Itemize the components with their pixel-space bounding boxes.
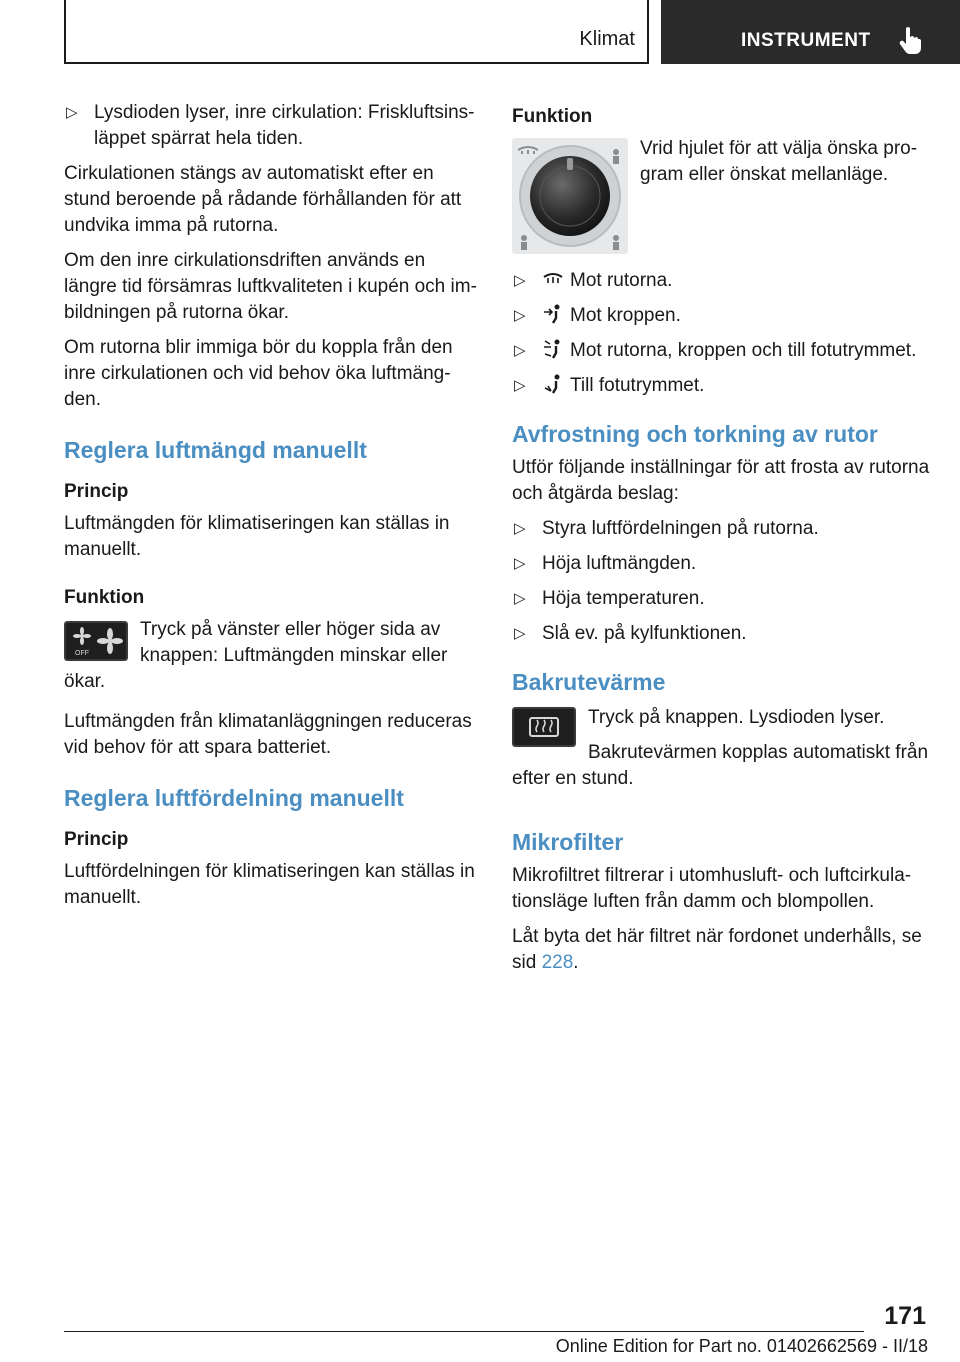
subheading-principle: Princip <box>64 829 129 850</box>
bullet-triangle-icon: ▷ <box>514 590 526 607</box>
edition-info: Online Edition for Part no. 01402662569 - II/18 <box>555 1336 928 1356</box>
header-chapter-tab <box>661 0 960 64</box>
heading-defrost: Avfrostning och torkning av rutor <box>512 421 878 447</box>
list-item: ▷ Mot rutorna. <box>512 268 932 294</box>
list-item: ▷ Lysdioden lyser, inre cirkulation: Friskluftsinsläppet spärrat hela tiden. <box>66 102 475 149</box>
airflow-function-block: OFF Tryck på vänster eller höger sida av knappen: Luftmängden minskar eller ökar. <box>64 619 448 692</box>
rear-heating-block <box>512 705 932 801</box>
windshield-body-feet-icon <box>542 339 564 359</box>
subheading-function: Funktion <box>64 587 145 608</box>
pointing-hand-icon <box>898 26 922 54</box>
footer-divider <box>64 1331 864 1332</box>
page-reference-link[interactable]: 228 <box>541 952 574 973</box>
list-item: ▷ Mot rutorna, kroppen och till fotutrymmet. <box>512 338 932 364</box>
heading-distribution: Reglera luftfördelning manuellt <box>64 785 404 811</box>
heading-airflow: Reglera luftmängd manuellt <box>64 437 367 463</box>
list-item: ▷ Höja luftmängden. <box>512 551 932 577</box>
paragraph: Tryck på knappen. Lysdioden lyser. <box>588 707 885 728</box>
paragraph: Låt byta det här filtret när fordonet underhålls, se sid 228. <box>512 926 922 973</box>
windshield-body-feet-icon <box>613 235 619 250</box>
bullet-triangle-icon: ▷ <box>514 272 526 289</box>
distribution-dial-image <box>512 138 628 254</box>
footwell-icon <box>521 235 527 250</box>
list-item: ▷ Mot kroppen. <box>512 303 932 329</box>
header-section-box <box>64 0 649 64</box>
footwell-icon <box>542 374 564 394</box>
paragraph: Luftfördelningen för klimatiseringen kan ställas in manuellt. <box>64 861 475 908</box>
list-item: ▷ Höja temperaturen. <box>512 586 932 612</box>
bullet-triangle-icon: ▷ <box>66 104 78 121</box>
bullet-triangle-icon: ▷ <box>514 625 526 642</box>
heading-microfilter: Mikrofilter <box>512 829 624 855</box>
paragraph: Cirkulationen stängs av automatiskt efter en stund beroende på rådande förhållanden för att undvika imma på rutorna. <box>64 163 462 236</box>
paragraph: Bakrutevärmen kopplas automatiskt från efter en stund. <box>512 742 929 789</box>
paragraph: Om rutorna blir immiga bör du koppla från den inre cirkulationen och vid behov öka luftmängden. <box>64 337 453 410</box>
paragraph: Luftmängden från klimatanläggningen reduceras vid behov för att spara batteriet. <box>64 711 472 758</box>
paragraph: Om den inre cirkulationsdriften används en längre tid försämras luftkvaliteten i kupén och imbildningen på rutorna ökar. <box>64 250 477 323</box>
left-column <box>64 100 480 920</box>
upper-body-icon <box>613 149 619 164</box>
bullet-triangle-icon: ▷ <box>514 377 526 394</box>
windshield-icon <box>542 269 564 289</box>
airflow-button-image <box>64 621 128 661</box>
upper-body-icon <box>542 304 564 324</box>
rear-window-defrost-button-image <box>512 707 576 747</box>
bullet-triangle-icon: ▷ <box>514 342 526 359</box>
subheading-principle: Princip <box>64 481 129 502</box>
section-title: Klimat <box>579 28 635 50</box>
svg-text:OFF: OFF <box>75 650 89 657</box>
right-column <box>512 100 932 985</box>
paragraph: Luftmängden för klimatiseringen kan ställas in manuellt. <box>64 513 450 560</box>
paragraph: Utför följande inställningar för att frosta av rutorna och åtgärda beslag: <box>512 457 930 504</box>
list-item: ▷ Slå ev. på kylfunktionen. <box>512 621 932 647</box>
list-item: ▷ Till fotutrymmet. <box>512 373 932 399</box>
bullet-triangle-icon: ▷ <box>514 307 526 324</box>
chapter-title: INSTRUMENT <box>741 30 871 51</box>
bullet-triangle-icon: ▷ <box>514 520 526 537</box>
distribution-function-block: Vrid hjulet för att välja önska program eller önskat mellanläge. <box>512 136 932 254</box>
page-number: 171 <box>884 1302 926 1330</box>
heading-rear-window-heating: Bakrutevärme <box>512 669 666 695</box>
paragraph: Mikrofiltret filtrerar i utomhusluft- och luftcirkulationsläge luften från damm och blompollen. <box>512 865 912 912</box>
list-item: ▷ Styra luftfördelningen på rutorna. <box>512 516 932 542</box>
bullet-triangle-icon: ▷ <box>514 555 526 572</box>
subheading-function: Funktion <box>512 106 593 127</box>
distribution-list <box>512 268 932 399</box>
